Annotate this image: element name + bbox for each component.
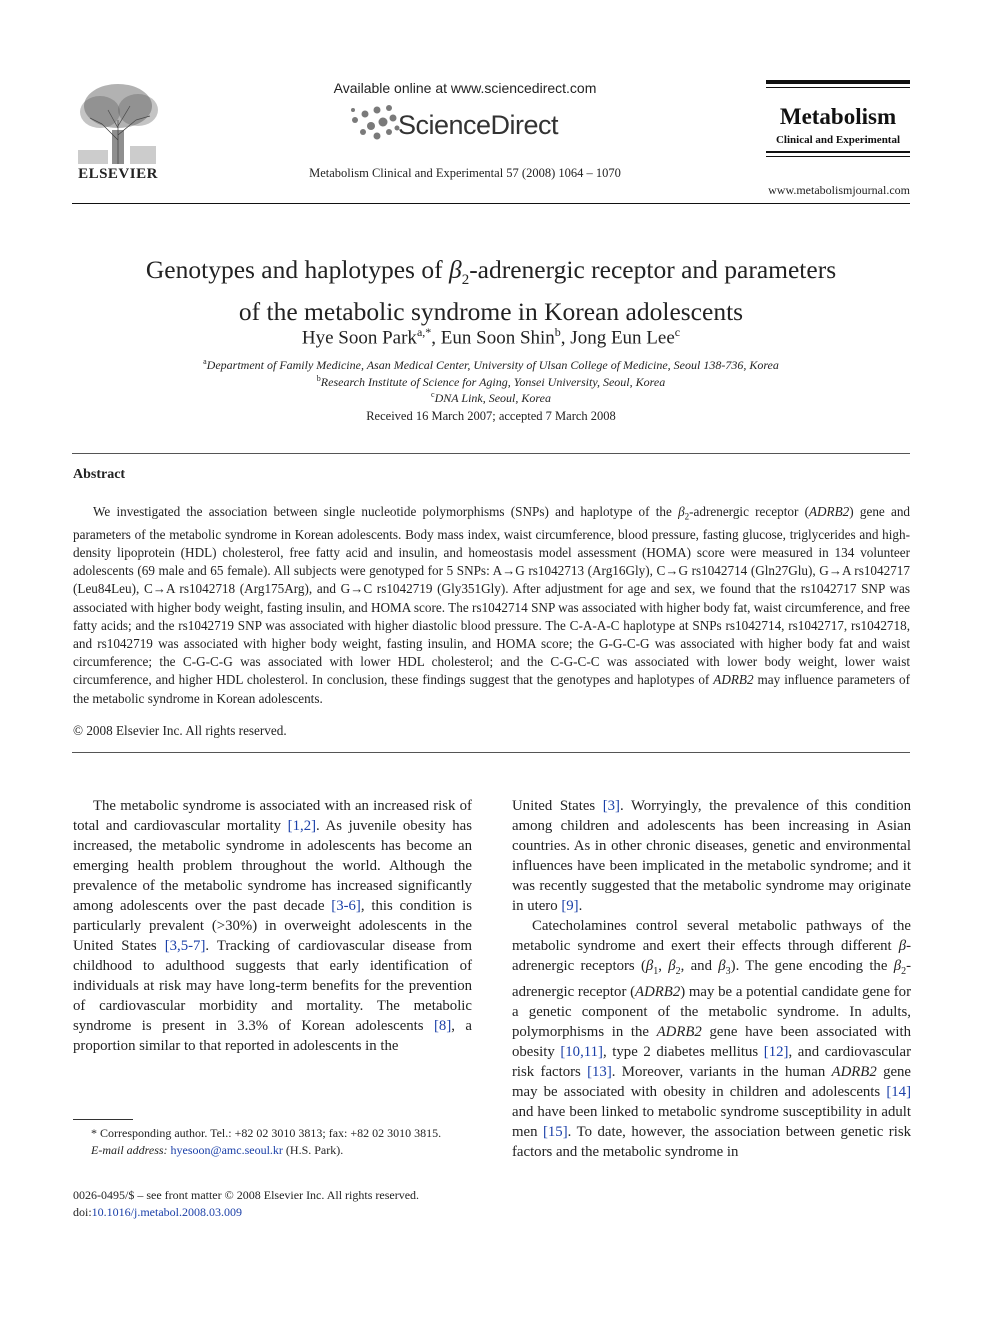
journal-url-link[interactable]: www.metabolismjournal.com — [768, 183, 910, 197]
citation-link[interactable]: [9] — [561, 898, 579, 914]
affiliation: $^b$Research Institute of Science for Aging, Yonsei University, Seoul, Korea — [316, 374, 666, 389]
article-title: Genotypes and haplotypes of $\beta_2$-adrenergic receptor and parameters of the metabolic syndrome in Korean adolescents — [145, 255, 837, 327]
citation-link[interactable]: [14] — [886, 1083, 911, 1100]
author-list: Hye Soon Park$^{a,*}$, Eun Soon Shin$^b$, Jong Eun Lee$^c$ — [301, 325, 681, 349]
publisher-name: ELSEVIER — [78, 166, 158, 182]
author-name: Hye Soon Park — [301, 327, 417, 349]
citation-link[interactable]: [10,11] — [560, 1043, 603, 1060]
affiliation: $^c$DNA Link, Seoul, Korea — [431, 390, 551, 405]
received-dates: Received 16 March 2007; accepted 7 March 2008 — [366, 409, 616, 423]
footnote-divider — [73, 1119, 133, 1120]
available-online-text: Available online at www.sciencedirect.com — [333, 80, 597, 96]
doi-link[interactable]: 10.1016/j.metabol.2008.03.009 — [91, 1205, 242, 1219]
abstract-bottom-divider — [72, 752, 910, 753]
abstract-top-divider — [72, 453, 910, 454]
sciencedirect-wordmark: ScienceDirect — [398, 110, 559, 140]
journal-title: Metabolism — [779, 104, 897, 129]
citation-link[interactable]: [15] — [542, 1123, 568, 1140]
citation-link[interactable]: [1,2] — [287, 818, 317, 834]
abstract-text: We investigated the association between single nucleotide polymorphisms (SNPs) and haplotype of the $\beta_2$-adrenergic receptor (ADRB2) gene and parameters of the metabolic syndrome in Korean adolescents. Body mass index, waist circumference, blood pressure, fasting glucose, triglycerides and high-density lipoprotein (HDL) cholesterol, free fatty acid and insulin, and homeostasis model assessment (HOMA) score were measured in 134 volunteer adolescents (69 male and 65 female). All subjects were genotyped for 5 SNPs: A→G rs1042713 (Arg16Gly), C→G rs1042714 (Gln27Glu), G→A rs1042717 (Leu84Leu), C→A rs1042718 (Arg175Arg), and G→C rs1042719 (Gly351Gly). After adjustment for age and sex, we found that the rs1042717 SNP was associated with higher body weight, fasting insulin, and HOMA score. The rs1042714 SNP was associated with higher body fat, waist circumference, and free fatty acids; and the rs1042719 SNP was associated with higher diastolic blood pressure. The C-A-A-C haplotype at SNPs rs1042714, rs1042717, rs1042718, and rs1042719 was associated with higher body weight, fasting insulin, and HOMA score; the G-G-C-G was associated with higher body fat and waist circumference; the C-G-C-G was associated with lower HDL cholesterol; and the C-G-C-C was associated with lower body weight, lower waist circumference, and higher HDL cholesterol. In conclusion, these findings suggest that the genotypes and haplotypes of ADRB2 may influence parameters of the metabolic syndrome in Korean adolescents. — [73, 504, 911, 706]
citation-link[interactable]: [3] — [602, 798, 620, 814]
body-paragraph: United States [3]. Worryingly, the prevalence of this condition among children and adolescents has been increasing in Asian countries. As in other chronic diseases, genetic and environmental influences have been implicated in the metabolic syndrome; and it was recently suggested that the metabolic syndrome may originate in utero [9]. — [512, 798, 911, 914]
citation-link[interactable]: [8] — [434, 1018, 452, 1034]
corresponding-author-footnote: * Corresponding author. Tel.: +82 02 3010 3813; fax: +82 02 3010 3815. E-mail address: hyesoon@amc.seoul.kr (H.S. Park). — [91, 1126, 442, 1157]
body-column-right — [512, 796, 911, 1162]
issn-doi: 0026-0495/$ – see front matter © 2008 Elsevier Inc. All rights reserved. doi:10.1016/j.metabol.2008.03.009 — [73, 1188, 420, 1219]
body-column-left — [73, 796, 472, 1056]
journal-logo-rule — [766, 80, 910, 84]
journal-subtitle: Clinical and Experimental — [775, 134, 901, 146]
affiliation: $^a$Department of Family Medicine, Asan Medical Center, University of Ulsan College of Medicine, Seoul 138-736, Korea — [203, 357, 779, 372]
journal-logo-rule — [766, 87, 910, 88]
header-divider — [72, 203, 910, 204]
body-paragraph: The metabolic syndrome is associated with an increased risk of total and cardiovascular mortality [1,2]. As juvenile obesity has increased, the metabolic syndrome in adolescents has become an emerging health problem throughout the world. Although the prevalence of the metabolic syndrome has increased significantly among adolescents over the past decade [3-6], this condition is particularly prevalent (>30%) in overweight adolescents in the United States [3,5-7]. Tracking of cardiovascular disease from childhood to adulthood suggests that early identification of individuals at risk may have long-term benefits for the prevention of cardiovascular morbidity and mortality. The metabolic syndrome is present in 3.3% of Korean adolescents [8], a proportion similar to that reported in adolescents in the — [73, 798, 472, 1054]
citation-link[interactable]: [3,5-7] — [164, 938, 206, 954]
journal-logo-rule — [766, 156, 910, 157]
abstract-heading: Abstract — [73, 467, 126, 482]
citation-link[interactable]: [3-6] — [331, 898, 361, 914]
email-link[interactable]: hyesoon@amc.seoul.kr — [170, 1143, 283, 1157]
citation-link[interactable]: [12] — [763, 1043, 789, 1060]
body-paragraph: Catecholamines control several metabolic pathways of the metabolic syndrome and exert their effects through different β-adrenergic receptors ($\beta_1$, $\beta_2$, and $\beta_3$). The gene encoding the $\beta_2$-adrenergic receptor (ADRB2) may be a potential candidate gene for a genetic component of the metabolic syndrome. In adults, polymorphisms in the ADRB2 gene have been associated with obesity [10,11], type 2 diabetes mellitus [12], and cardiovascular risk factors [13]. Moreover, variants in the human ADRB2 gene may be associated with obesity in children and adolescents [14] and have been linked to metabolic syndrome susceptibility in adult men [15]. To date, however, the association between genetic risk factors and the metabolic syndrome in — [512, 918, 912, 1160]
author-name: Jong Eun Lee — [570, 327, 675, 349]
abstract-copyright: © 2008 Elsevier Inc. All rights reserved. — [73, 723, 287, 738]
journal-logo-rule — [766, 151, 910, 153]
journal-citation: Metabolism Clinical and Experimental 57 (2008) 1064 – 1070 — [309, 166, 621, 180]
author-name: Eun Soon Shin — [440, 327, 555, 349]
citation-link[interactable]: [13] — [587, 1063, 612, 1080]
